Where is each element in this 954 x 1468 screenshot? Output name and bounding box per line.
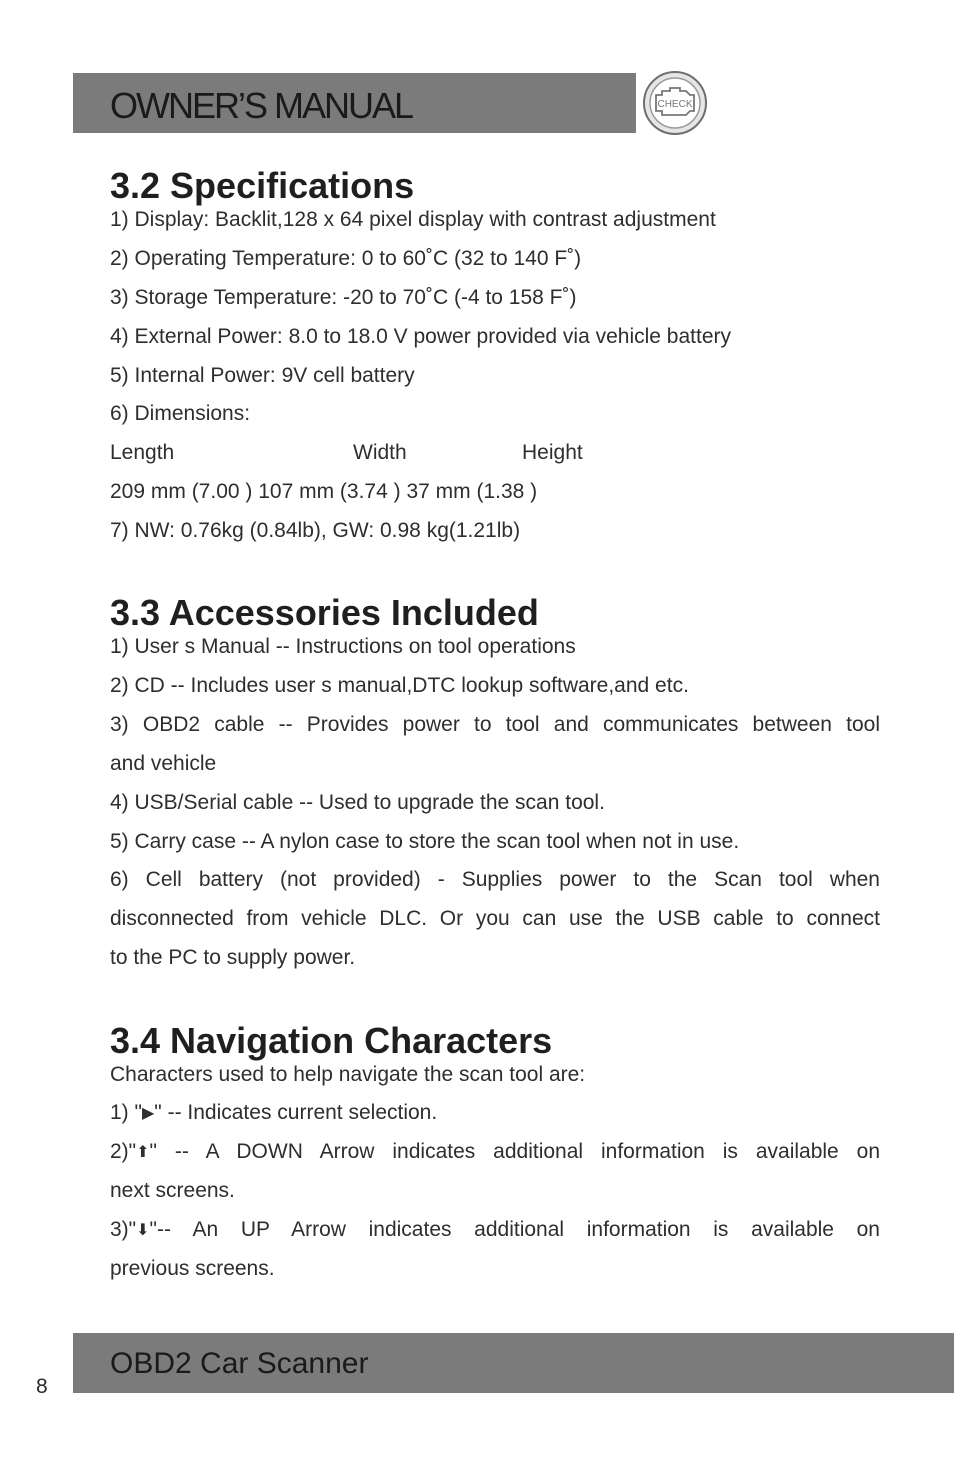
accessory-item-continued: and vehicle: [110, 752, 217, 775]
down-arrow-icon: ⬇: [136, 1222, 150, 1239]
accessories-heading: 3.3 Accessories Included: [110, 592, 539, 633]
navigation-heading: 3.4 Navigation Characters: [110, 1020, 553, 1061]
manual-title: OWNER’S MANUAL: [110, 85, 413, 126]
navigation-item-continued: previous screens.: [110, 1257, 275, 1280]
accessory-item: 2) CD -- Includes user s manual,DTC lookup software,and etc.: [110, 674, 689, 697]
footer-title: OBD2 Car Scanner: [110, 1347, 369, 1380]
right-triangle-icon: ▶: [141, 1105, 155, 1122]
accessory-item: 1) User s Manual -- Instructions on tool operations: [110, 635, 576, 658]
accessory-item-continued: to the PC to supply power.: [110, 946, 356, 969]
item-text: " -- Indicates current selection.: [154, 1101, 438, 1124]
specifications-heading: 3.2 Specifications: [110, 165, 415, 206]
accessory-item: 5) Carry case -- A nylon case to store the scan tool when not in use.: [110, 830, 740, 853]
accessory-item-continued: disconnected from vehicle DLC. Or you can use the USB cable to connect: [110, 907, 880, 930]
up-arrow-icon: ⬆: [136, 1144, 150, 1161]
dimension-header-width: Width: [353, 441, 407, 464]
accessory-item: 6) Cell battery (not provided) - Supplies power to the Scan tool when: [110, 868, 880, 891]
dimension-values: 209 mm (7.00 ) 107 mm (3.74 ) 37 mm (1.38 ): [110, 480, 538, 503]
navigation-item-continued: next screens.: [110, 1179, 235, 1202]
spec-item: 4) External Power: 8.0 to 18.0 V power provided via vehicle battery: [110, 325, 731, 348]
spec-item: 5) Internal Power: 9V cell battery: [110, 364, 415, 387]
item-text: " -- A DOWN Arrow indicates additional information is available on: [149, 1140, 880, 1163]
page-number: 8: [36, 1375, 48, 1398]
check-engine-icon: [642, 70, 708, 136]
spec-item: 3) Storage Temperature: -20 to 70˚C (-4 to 158 F˚): [110, 286, 577, 309]
navigation-item: [110, 1217, 880, 1244]
dimension-header-length: Length: [110, 441, 175, 464]
item-text: "-- An UP Arrow indicates additional information is available on: [149, 1218, 880, 1241]
spec-item: 1) Display: Backlit,128 x 64 pixel display with contrast adjustment: [110, 208, 716, 231]
spec-item: 2) Operating Temperature: 0 to 60˚C (32 to 140 F˚): [110, 247, 582, 270]
weight-line: 7) NW: 0.76kg (0.84lb), GW: 0.98 kg(1.21lb): [110, 519, 521, 542]
navigation-item: [110, 1100, 437, 1127]
accessory-item: 3) OBD2 cable -- Provides power to tool and communicates between tool: [110, 713, 880, 736]
accessory-item: 4) USB/Serial cable -- Used to upgrade the scan tool.: [110, 791, 605, 814]
check-badge-label: CHECK: [657, 99, 693, 110]
item-prefix: 2)": [110, 1140, 137, 1163]
item-prefix: 3)": [110, 1218, 137, 1241]
item-prefix: 1) ": [110, 1101, 142, 1124]
navigation-intro: Characters used to help navigate the scan tool are:: [110, 1063, 586, 1086]
spec-item: 6) Dimensions:: [110, 402, 251, 425]
navigation-item: [110, 1139, 880, 1166]
dimension-header-height: Height: [522, 441, 583, 464]
